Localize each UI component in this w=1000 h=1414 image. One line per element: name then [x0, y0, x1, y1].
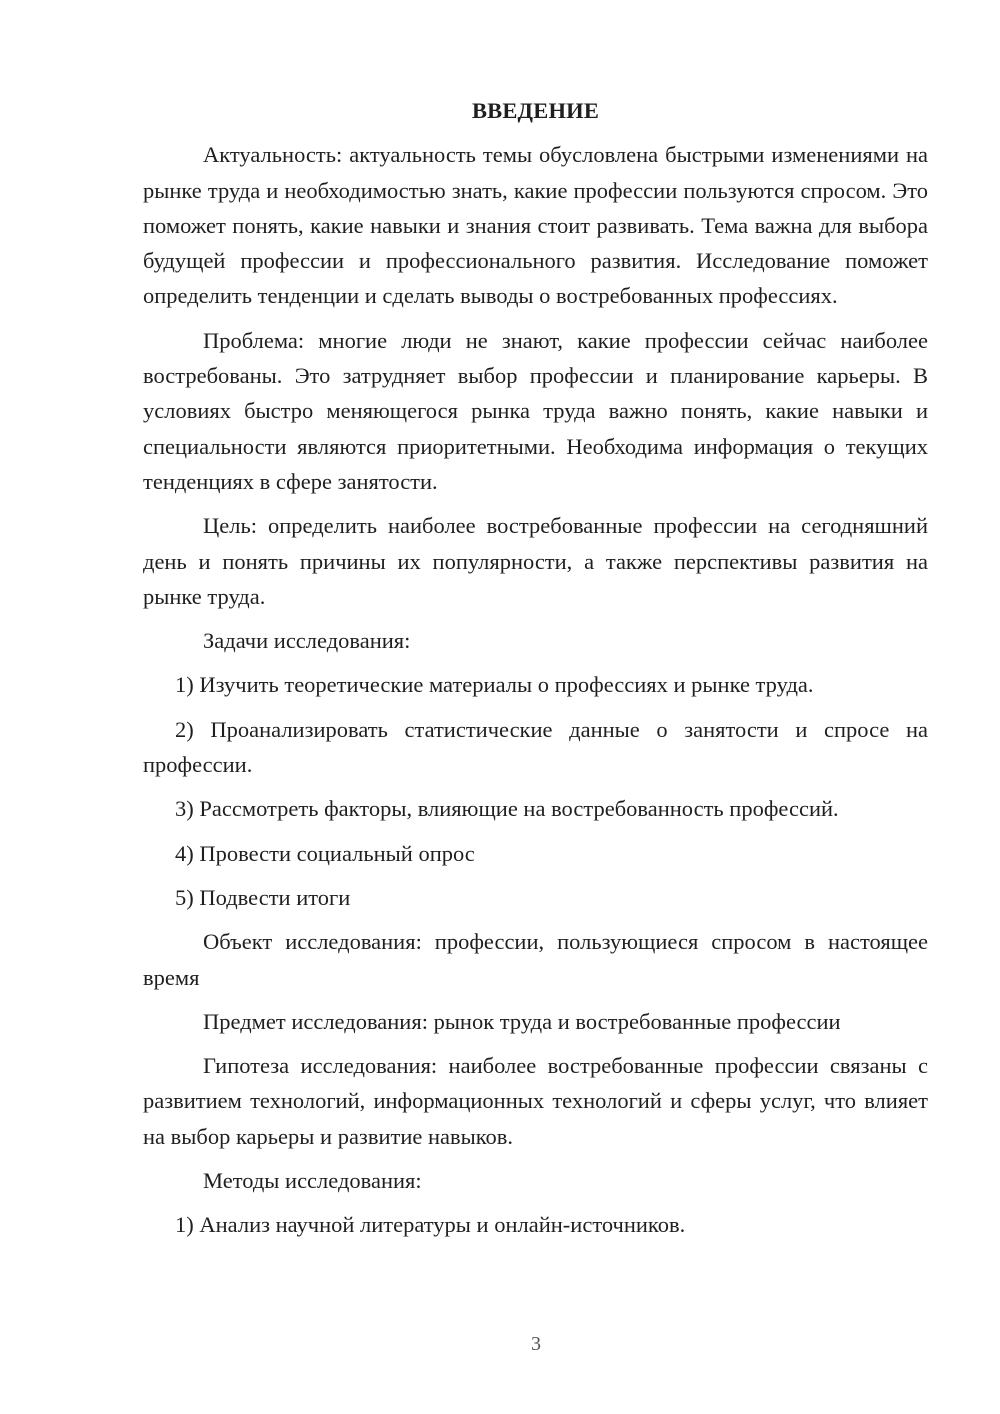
task-item: 1) Изучить теоретические материалы о профессиях и рынке труда. [175, 672, 814, 698]
section-heading: ВВЕДЕНИЕ [471, 98, 600, 123]
subject-paragraph: Предмет исследования: рынок труда и востребованные профессии [203, 1008, 841, 1034]
relevance-paragraph: Актуальность: актуальность темы обусловлена быстрыми изменениями на рынке труда и необходимостью знать, какие профессии пользуются спросом. Это поможет понять, какие навыки и знания стоит развивать. Тема важна для выбора будущей профессии и профессионального развития. Исследование поможет определить тенденции и сделать выводы о востребованных профессиях. [143, 142, 928, 309]
task-item: 5) Подвести итоги [175, 884, 351, 910]
method-item: 1) Анализ научной литературы и онлайн-источников. [175, 1212, 686, 1238]
page-number: 3 [531, 1333, 541, 1355]
object-paragraph: Объект исследования: профессии, пользующиеся спросом в настоящее время [143, 929, 928, 990]
task-item: 4) Провести социальный опрос [175, 840, 475, 866]
hypothesis-paragraph: Гипотеза исследования: наиболее востребованные профессии связаны с развитием технологий, информационных технологий и сферы услуг, что влияет на выбор карьеры и развитие навыков. [143, 1053, 928, 1149]
methods-heading: Методы исследования: [203, 1168, 422, 1194]
problem-paragraph: Проблема: многие люди не знают, какие профессии сейчас наиболее востребованы. Это затрудняет выбор профессии и планирование карьеры. В условиях быстро меняющегося рынка труда важно понять, какие навыки и специальности являются приоритетными. Необходима информация о текущих тенденциях в сфере занятости. [143, 327, 928, 494]
page-body [143, 93, 928, 1252]
goal-paragraph: Цель: определить наиболее востребованные профессии на сегодняшний день и понять причины их популярности, а также перспективы развития на рынке труда. [143, 513, 928, 609]
tasks-heading: Задачи исследования: [203, 628, 411, 654]
task-item: 2) Проанализировать статистические данные о занятости и спросе на профессии. [143, 716, 928, 778]
task-item: 3) Рассмотреть факторы, влияющие на востребованность профессий. [175, 796, 839, 822]
